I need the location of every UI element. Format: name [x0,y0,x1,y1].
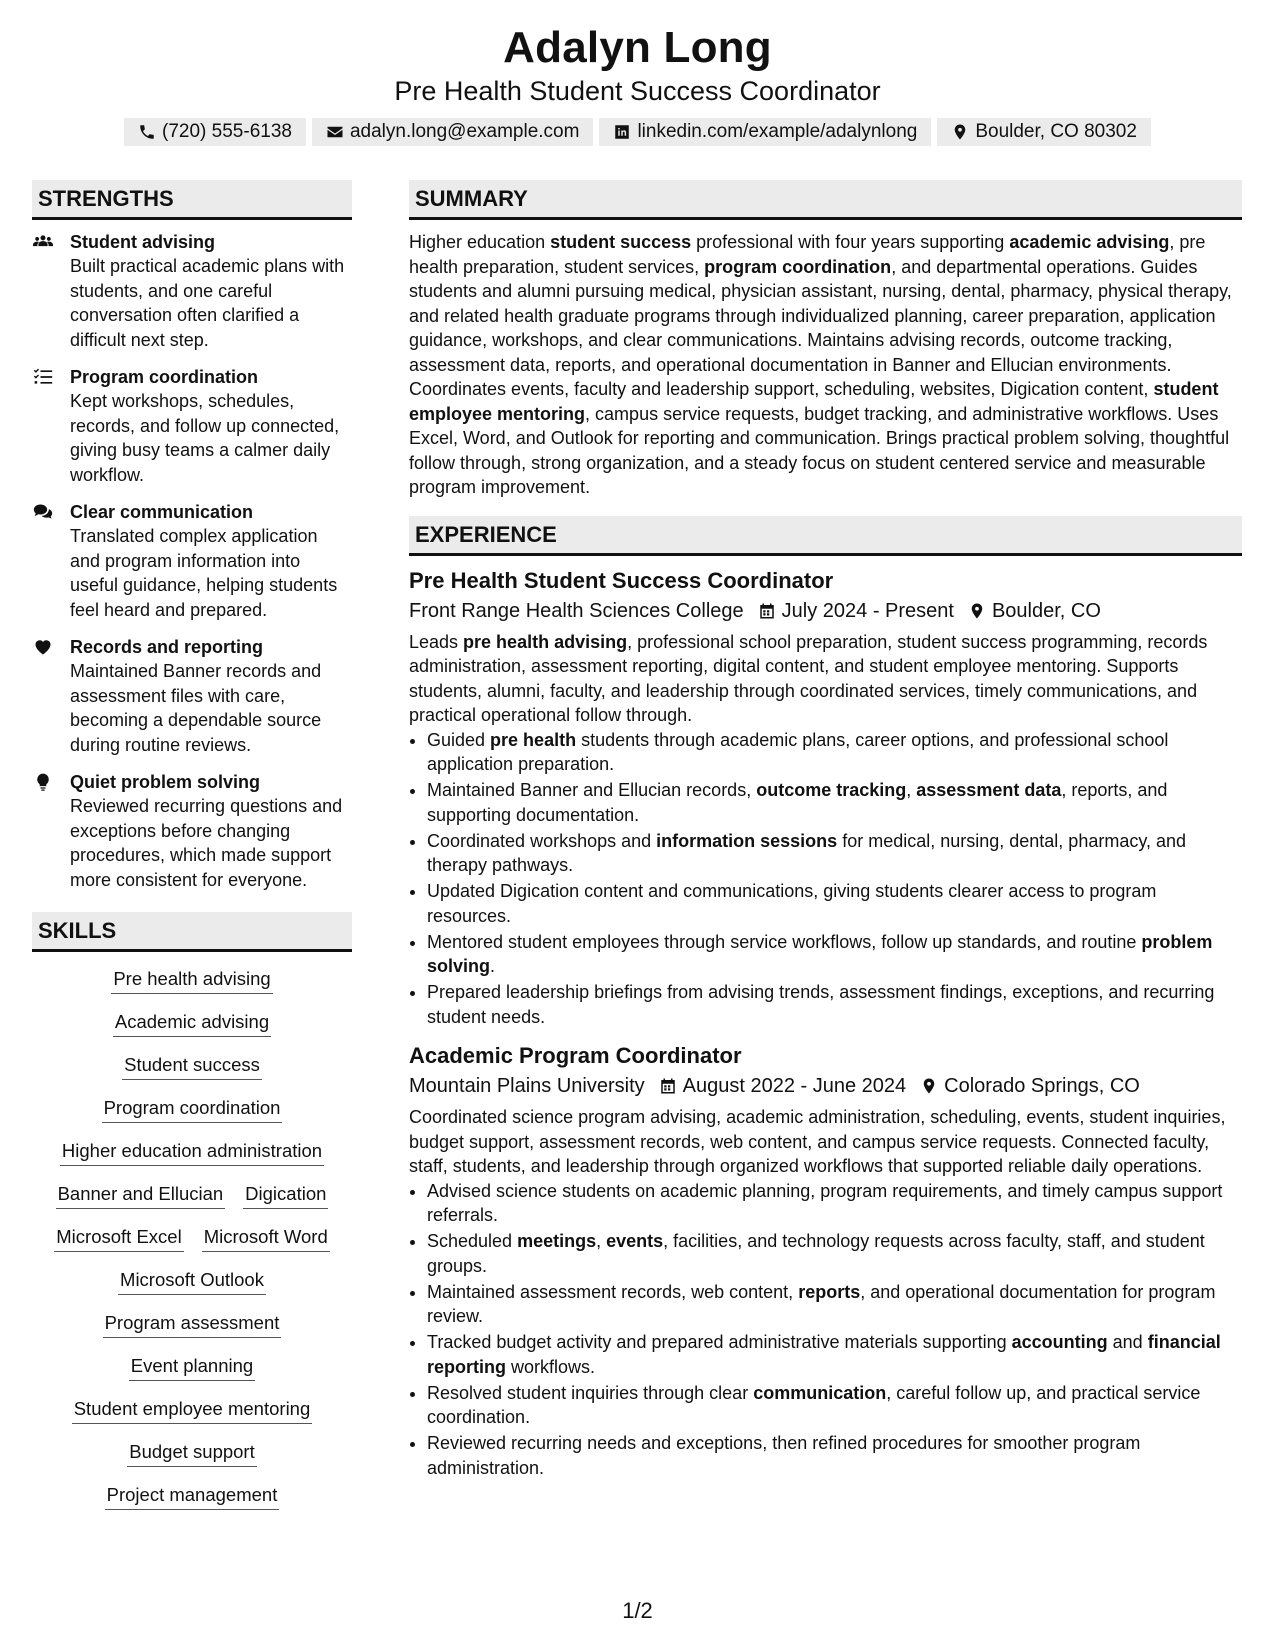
bold-keyword: academic advising [1009,232,1170,252]
users-icon [32,230,70,352]
job-bullets [409,728,1242,1030]
calendar-icon [758,601,776,621]
skill-row [32,966,352,994]
strengths-list [32,230,352,892]
bold-keyword: assessment data [916,780,1062,800]
job-bullet [427,1280,1242,1329]
bold-keyword: outcome tracking [756,780,907,800]
text-segment: for medical, nursing, dental, pharmacy, and therapy pathways. [427,830,1187,875]
strength-desc: Translated complex application and program information into useful guidance, helping students feel heard and prepared. [70,526,338,620]
skill-row [32,1095,352,1123]
job-dates [659,1071,907,1101]
resume-header [0,22,1275,146]
skill-tag: Microsoft Excel [54,1224,183,1252]
text-segment: Mentored student employees through service workflows, follow up standards, and routine [427,931,1142,952]
page-number: 1/2 [622,1598,653,1623]
summary-heading: SUMMARY [409,180,1242,220]
skill-row [32,1181,352,1209]
text-segment: , facilities, and technology requests across faculty, staff, and student groups. [427,1231,1205,1276]
job-bullet [427,728,1242,777]
bold-keyword: reports [798,1281,861,1302]
text-segment: , careful follow up, and practical service coordination. [427,1382,1201,1427]
text-segment: Advised science students on academic planning, program requirements, and timely campus support referrals. [427,1180,1223,1225]
bold-keyword: pre health [490,729,577,750]
text-segment: , [906,780,917,800]
skill-tag: Higher education administration [60,1138,324,1166]
strengths-heading: STRENGTHS [32,180,352,220]
map-pin-icon [968,601,986,621]
bold-keyword: pre health advising [463,631,628,652]
job-entry [409,566,1242,1030]
heart-icon [32,635,70,757]
skill-row [32,1310,352,1338]
job-dates [758,596,954,626]
job-meta [409,1071,1242,1101]
bold-keyword: student success [550,232,692,252]
skill-tag: Banner and Ellucian [56,1181,226,1209]
text-segment: Maintained Banner and Ellucian records, [427,780,757,800]
map-pin-icon [920,1076,938,1096]
contact-bar [0,118,1275,146]
text-segment: , reports, and supporting documentation. [427,780,1168,825]
job-bullet [427,980,1242,1029]
skill-row [32,1267,352,1295]
job-entry [409,1041,1242,1480]
calendar-icon [659,1076,677,1096]
envelope-icon [326,123,344,141]
strength-title: Quiet problem solving [70,772,261,792]
linkedin-text: linkedin.com/example/adalynlong [637,121,918,142]
skill-tag: Pre health advising [111,966,272,994]
job-location-text: Boulder, CO [991,599,1101,622]
skill-row [32,1396,352,1424]
skill-row [32,1224,352,1252]
skill-tag: Microsoft Outlook [118,1267,266,1295]
job-organization: Front Range Health Sciences College [409,599,744,622]
skills-list [32,966,352,1510]
bold-keyword: program coordination [704,256,892,277]
text-segment: Guided [427,729,491,750]
summary-text [409,230,1242,500]
text-segment: workflows. [506,1356,596,1377]
text-segment: Prepared leadership briefings from advising trends, assessment findings, exceptions, and recurring student needs. [427,982,1215,1027]
job-bullet [427,1381,1242,1430]
map-pin-icon [951,123,969,141]
strength-title: Clear communication [70,502,254,522]
email-text: adalyn.long@example.com [349,121,580,142]
bold-keyword: events [606,1231,664,1251]
strength-title: Program coordination [70,367,259,387]
job-description [409,630,1242,728]
skills-heading: SKILLS [32,912,352,952]
experience-list [409,566,1242,1481]
skill-row [32,1052,352,1080]
skill-tag: Student success [122,1052,262,1080]
strength-desc: Maintained Banner records and assessment files with care, becoming a dependable source during routine reviews. [70,661,322,755]
job-bullet [427,1229,1242,1278]
text-segment: Reviewed recurring needs and exceptions, then refined procedures for smoother program administration. [427,1433,1141,1478]
job-bullet [427,778,1242,827]
job-title: Pre Health Student Success Coordinator [409,567,834,593]
text-segment: , [596,1231,607,1251]
skill-tag: Academic advising [113,1009,271,1037]
linkedin-icon [613,123,631,141]
experience-heading: EXPERIENCE [409,516,1242,556]
job-bullet [427,1179,1242,1228]
text-segment: Higher education [409,232,551,252]
job-description [409,1105,1242,1179]
text-segment: Coordinated workshops and [427,830,657,851]
skill-row [32,1353,352,1381]
text-segment: Coordinated science program advising, academic administration, scheduling, events, student inquiries, budget support, assessment records, web content, and campus service requests. Connected faculty, staff, students, and leadership through organized workflows that supported reliable daily operations. [409,1107,1226,1176]
job-dates-text: July 2024 - Present [781,599,954,622]
strength-item [32,635,352,757]
strength-desc: Kept workshops, schedules, records, and follow up connected, giving busy teams a calmer daily workflow. [70,391,340,485]
text-segment: Maintained assessment records, web content, [427,1281,799,1302]
text-segment: Resolved student inquiries through clear [427,1382,754,1403]
job-bullet [427,879,1242,928]
strength-item [32,230,352,352]
location-text: Boulder, CO 80302 [975,121,1137,142]
strength-title: Student advising [70,232,216,252]
job-location [920,1071,1140,1101]
text-segment: and [1107,1332,1148,1352]
right-column [409,180,1242,1492]
text-segment: , and departmental operations. Guides students and alumni pursuing medical, physician assistant, nursing, dental, pharmacy, physical therapy, and related health graduate programs through individualized planning, career preparation, application guidance, workshops, and clear communications. Maintains advising records, outcome tracking, assessment data, reports, and operational documentation in Banner and Ellucian environments. Coordinates events, faculty and leadership support, scheduling, websites, Digication content, [409,256,1232,399]
strength-item [32,500,352,622]
job-organization: Mountain Plains University [409,1075,645,1097]
strength-item [32,365,352,487]
skill-tag: Event planning [129,1353,255,1381]
skill-tag: Student employee mentoring [72,1396,313,1424]
skill-row [32,1482,352,1510]
job-bullet [427,930,1242,979]
text-segment: , professional school preparation, student success programming, records administration, assessment reporting, digital content, and student employee mentoring. Supports students, alumni, faculty, and leadership through coordinated services, timely communications, and practical operational follow through. [409,631,1208,725]
text-segment: . [490,956,496,976]
comments-icon [32,500,70,622]
job-bullet [427,1330,1242,1379]
list-check-icon [32,365,70,487]
phone-text: (720) 555-6138 [162,121,292,142]
job-location [968,596,1101,626]
skill-row [32,1009,352,1037]
job-bullet [427,829,1242,878]
skill-tag: Program coordination [102,1095,283,1123]
bold-keyword: meetings [517,1231,597,1251]
skill-tag: Budget support [127,1439,256,1467]
skill-tag: Program assessment [103,1310,282,1338]
strength-desc: Reviewed recurring questions and exceptions before changing procedures, which made support more consistent for everyone. [70,796,343,890]
text-segment: , and operational documentation for program review. [427,1281,1216,1326]
bold-keyword: student employee mentoring [409,379,1219,424]
contact-location [937,118,1151,146]
skill-tag: Microsoft Word [202,1224,330,1252]
left-column [32,180,352,1525]
bold-keyword: financial reporting [427,1332,1221,1377]
job-bullet [427,1431,1242,1480]
job-location-text: Colorado Springs, CO [944,1075,1140,1097]
contact-email[interactable] [312,118,593,146]
skill-tag: Project management [105,1482,280,1510]
skill-row [32,1138,352,1166]
bold-keyword: accounting [1011,1332,1108,1352]
text-segment: , pre health preparation, student services, [409,232,1206,277]
strength-item [32,770,352,892]
text-segment: professional with four years supporting [691,232,1010,252]
job-bullets [409,1179,1242,1481]
text-segment: Tracked budget activity and prepared administrative materials supporting [427,1332,1012,1352]
job-dates-text: August 2022 - June 2024 [682,1075,907,1097]
text-segment: , campus service requests, budget tracking, and administrative workflows. Uses Excel, Word, and Outlook for reporting and communication. Brings practical problem solving, thoughtful follow through, strong organization, and a steady focus on student centered service and measurable program improvement. [409,403,1230,497]
job-meta [409,596,1242,626]
text-segment: Scheduled [427,1231,518,1251]
candidate-name: Adalyn Long [503,23,772,72]
skill-row [32,1439,352,1467]
candidate-title: Pre Health Student Success Coordinator [394,76,881,106]
text-segment: Updated Digication content and communications, giving students clearer access to program resources. [427,881,1157,926]
strength-desc: Built practical academic plans with students, and one careful conversation often clarified a difficult next step. [70,256,345,350]
contact-linkedin[interactable] [599,118,931,146]
phone-icon [138,123,156,141]
bold-keyword: problem solving [427,931,1213,976]
text-segment: students through academic plans, career options, and professional school application preparation. [427,729,1169,774]
bold-keyword: information sessions [656,830,838,851]
contact-phone[interactable] [124,118,306,146]
job-title: Academic Program Coordinator [409,1043,742,1068]
lightbulb-icon [32,770,70,892]
text-segment: Leads [409,631,464,652]
skill-tag: Digication [243,1181,328,1209]
strength-title: Records and reporting [70,637,264,657]
bold-keyword: communication [753,1382,887,1403]
